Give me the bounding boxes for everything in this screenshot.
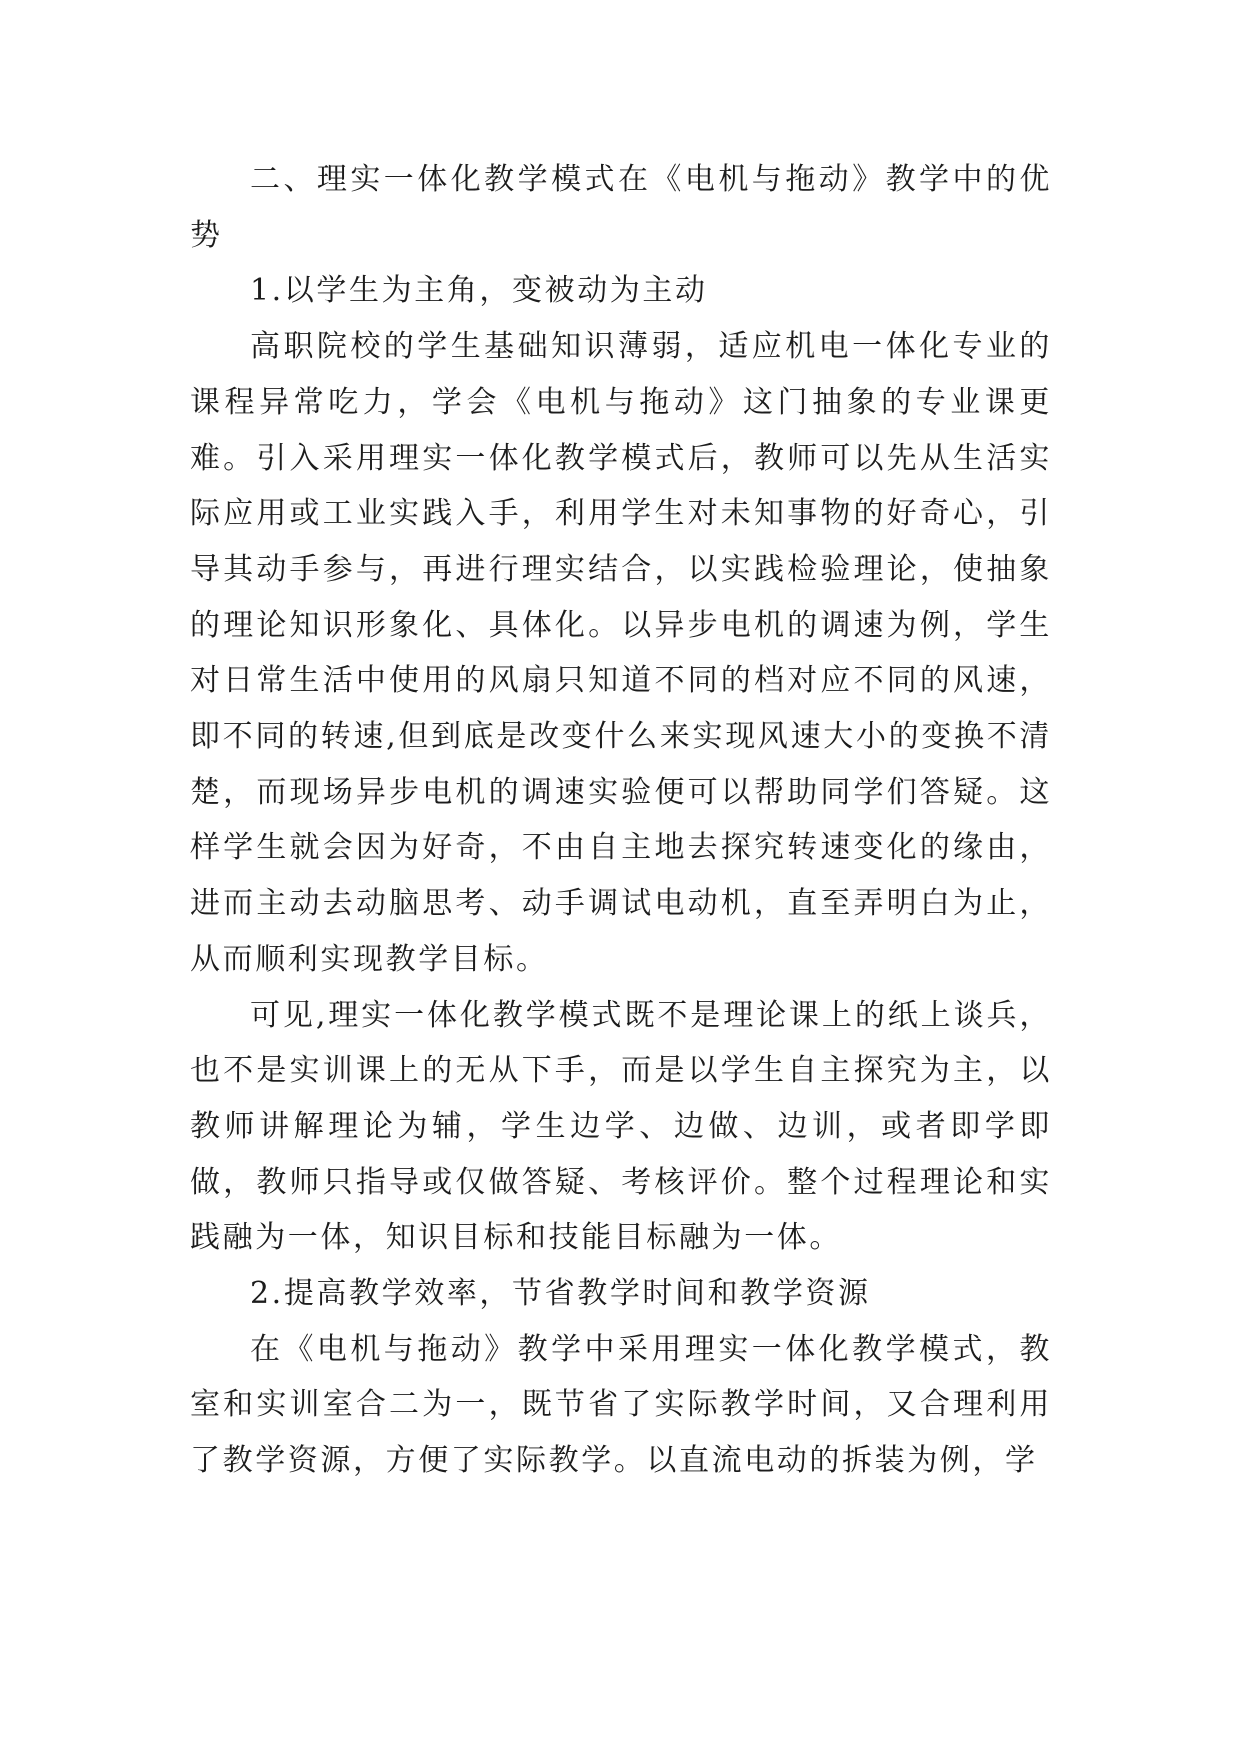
section-heading: 二、理实一体化教学模式在《电机与拖动》教学中的优势 xyxy=(190,162,1052,253)
document-body xyxy=(190,152,1052,1489)
body-paragraph: 可见,理实一体化教学模式既不是理论课上的纸上谈兵，也不是实训课上的无从下手，而是以学生自主探究为主，以教师讲解理论为辅，学生边学、边做、边训，或者即学即做，教师只指导或仅做答疑、考核评价。整个过程理论和实践融为一体，知识目标和技能目标融为一体。 xyxy=(190,997,1052,1256)
body-paragraph: 在《电机与拖动》教学中采用理实一体化教学模式，教室和实训室合二为一，既节省了实际教学时间，又合理利用了教学资源，方便了实际教学。以直流电动的拆装为例，学 xyxy=(190,1331,1052,1479)
subsection-heading: 1.以学生为主角，变被动为主动 xyxy=(250,273,708,309)
body-paragraph: 高职院校的学生基础知识薄弱，适应机电一体化专业的课程异常吃力，学会《电机与拖动》这门抽象的专业课更难。引入采用理实一体化教学模式后，教师可以先从生活实际应用或工业实践入手，利用学生对未知事物的好奇心，引导其动手参与，再进行理实结合，以实践检验理论，使抽象的理论知识形象化、具体化。以异步电机的调速为例，学生对日常生活中使用的风扇只知道不同的档对应不同的风速，即不同的转速,但到底是改变什么来实现风速大小的变换不清楚，而现场异步电机的调速实验便可以帮助同学们答疑。这样学生就会因为好奇，不由自主地去探究转速变化的缘由，进而主动去动脑思考、动手调试电动机，直至弄明白为止，从而顺利实现教学目标。 xyxy=(190,329,1052,977)
subsection-heading: 2.提高教学效率，节省教学时间和教学资源 xyxy=(250,1276,871,1312)
